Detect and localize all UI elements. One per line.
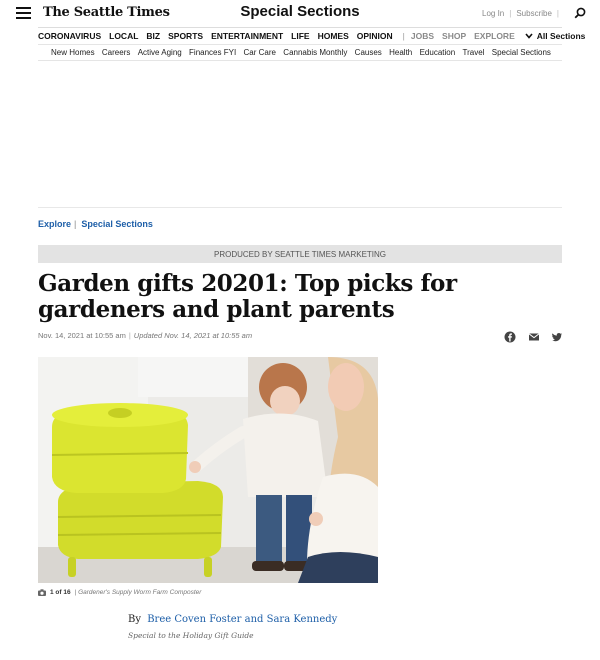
secondary-nav [38,44,562,61]
facebook-icon[interactable] [504,331,516,343]
updated-date: Updated Nov. 14, 2021 at 10:55 am [133,331,253,340]
page-section-title: Special Sections [240,3,360,20]
published-date: Nov. 14, 2021 at 10:55 am [38,331,126,340]
all-sections-label: All Sections [536,31,586,41]
nav-item-coronavirus[interactable]: CORONAVIRUS [38,31,102,41]
breadcrumb-special-sections-link[interactable]: Special Sections [81,219,153,229]
ad-placeholder [38,62,562,208]
login-link[interactable]: Log In [482,8,505,18]
byline [128,614,337,625]
nav-item-explore[interactable]: EXPLORE [474,31,515,41]
breadcrumb-explore-link[interactable]: Explore [38,219,72,229]
sponsor-text: PRODUCED BY SEATTLE TIMES MARKETING [213,249,387,259]
site-logo[interactable]: The Seattle Times [43,5,170,20]
primary-nav [38,27,586,44]
nav-item-local[interactable]: LOCAL [109,31,139,41]
top-bar [0,0,600,26]
subnav-item-new-homes[interactable]: New Homes [51,48,95,57]
subnav-item-causes[interactable]: Causes [354,48,382,57]
nav-divider: | [402,31,405,41]
subnav-item-special-sections[interactable]: Special Sections [491,48,551,57]
chevron-down-icon [525,33,533,39]
subnav-item-finances-fyi[interactable]: Finances FYI [189,48,237,57]
account-divider: | [509,8,512,18]
article-headline: Garden gifts 20201: Top picks for gardeners and plant parents [38,270,457,323]
photo-count: 1 of 16 [50,589,71,596]
article-dateline [38,331,252,340]
email-icon[interactable] [528,331,540,343]
sponsor-banner [38,245,562,263]
nav-item-homes[interactable]: HOMES [317,31,349,41]
subnav-item-health[interactable]: Health [389,48,413,57]
article-photo[interactable] [38,357,378,583]
subnav-item-cannabis-monthly[interactable]: Cannabis Monthly [283,48,348,57]
breadcrumb-separator: | [74,219,77,229]
nav-item-shop[interactable]: SHOP [442,31,467,41]
photo-caption-text: | Gardener's Supply Worm Farm Composter [74,589,202,596]
photo-caption [38,589,201,596]
account-divider-2: | [556,8,559,18]
nav-item-entertainment[interactable]: ENTERTAINMENT [211,31,284,41]
subnav-item-education[interactable]: Education [419,48,456,57]
all-sections-button[interactable] [525,31,586,41]
subnav-item-travel[interactable]: Travel [462,48,485,57]
subnav-item-car-care[interactable]: Car Care [243,48,276,57]
nav-item-life[interactable]: LIFE [291,31,310,41]
account-links [482,7,586,19]
subnav-item-active-aging[interactable]: Active Aging [137,48,182,57]
search-icon[interactable] [574,7,586,19]
dateline-separator: | [128,331,131,340]
byline-authors-link[interactable]: Bree Coven Foster and Sara Kennedy [147,614,338,625]
twitter-icon[interactable] [551,331,563,343]
breadcrumb [38,219,153,229]
worm-farm-composter-photo [38,357,378,583]
byline-note: Special to the Holiday Gift Guide [128,631,254,640]
nav-item-opinion[interactable]: OPINION [356,31,393,41]
subnav-item-careers[interactable]: Careers [101,48,131,57]
nav-item-sports[interactable]: SPORTS [168,31,204,41]
subscribe-link[interactable]: Subscribe [516,8,552,18]
nav-item-biz[interactable]: BIZ [146,31,161,41]
byline-prefix: By [128,614,141,625]
camera-icon [38,589,46,596]
nav-item-jobs[interactable]: JOBS [410,31,435,41]
